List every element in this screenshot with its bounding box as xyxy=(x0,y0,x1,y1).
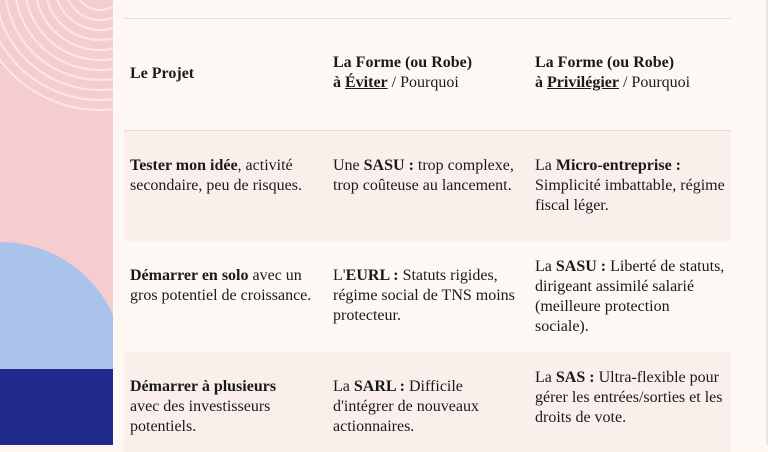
cell-eviter: L'EURL : Statuts rigides, régime social de TNS moins protecteur. xyxy=(333,267,515,324)
navy-block-shape xyxy=(0,369,113,445)
header-privilegier: La Forme (ou Robe) à Privilégier / Pourquoi xyxy=(535,54,691,91)
table-row xyxy=(124,241,731,352)
cell-projet: Tester mon idée, activité secondaire, peu de risques. xyxy=(130,157,302,194)
cell-eviter: La SARL : Difficile d'intégrer de nouveaux actionnaires. xyxy=(333,378,479,435)
cell-projet: Démarrer à plusieurs avec des investisseurs potentiels. xyxy=(130,378,277,435)
decorative-side-panel xyxy=(0,0,113,445)
header-projet: Le Projet xyxy=(130,65,195,82)
table-row xyxy=(124,131,731,241)
cell-eviter: Une SASU : trop complexe, trop coûteuse au lancement. xyxy=(333,157,514,194)
header-eviter: La Forme (ou Robe) à Éviter / Pourquoi xyxy=(333,54,473,91)
cell-privilegier: La Micro-entreprise : Simplicité imbattable, régime fiscal léger. xyxy=(535,157,725,214)
cell-privilegier: La SASU : Liberté de statuts, dirigeant assimilé salarié (meilleure protection sociale). xyxy=(535,258,725,335)
slide-content xyxy=(113,0,768,445)
table-row xyxy=(124,352,731,452)
comparison-table xyxy=(124,18,731,452)
cell-projet: Démarrer en solo avec un gros potentiel de croissance. xyxy=(130,267,312,304)
concentric-rings-decoration xyxy=(0,0,113,445)
table-header-row xyxy=(124,19,731,131)
cell-privilegier: La SAS : Ultra-flexible pour gérer les entrées/sorties et les droits de vote. xyxy=(535,369,723,426)
